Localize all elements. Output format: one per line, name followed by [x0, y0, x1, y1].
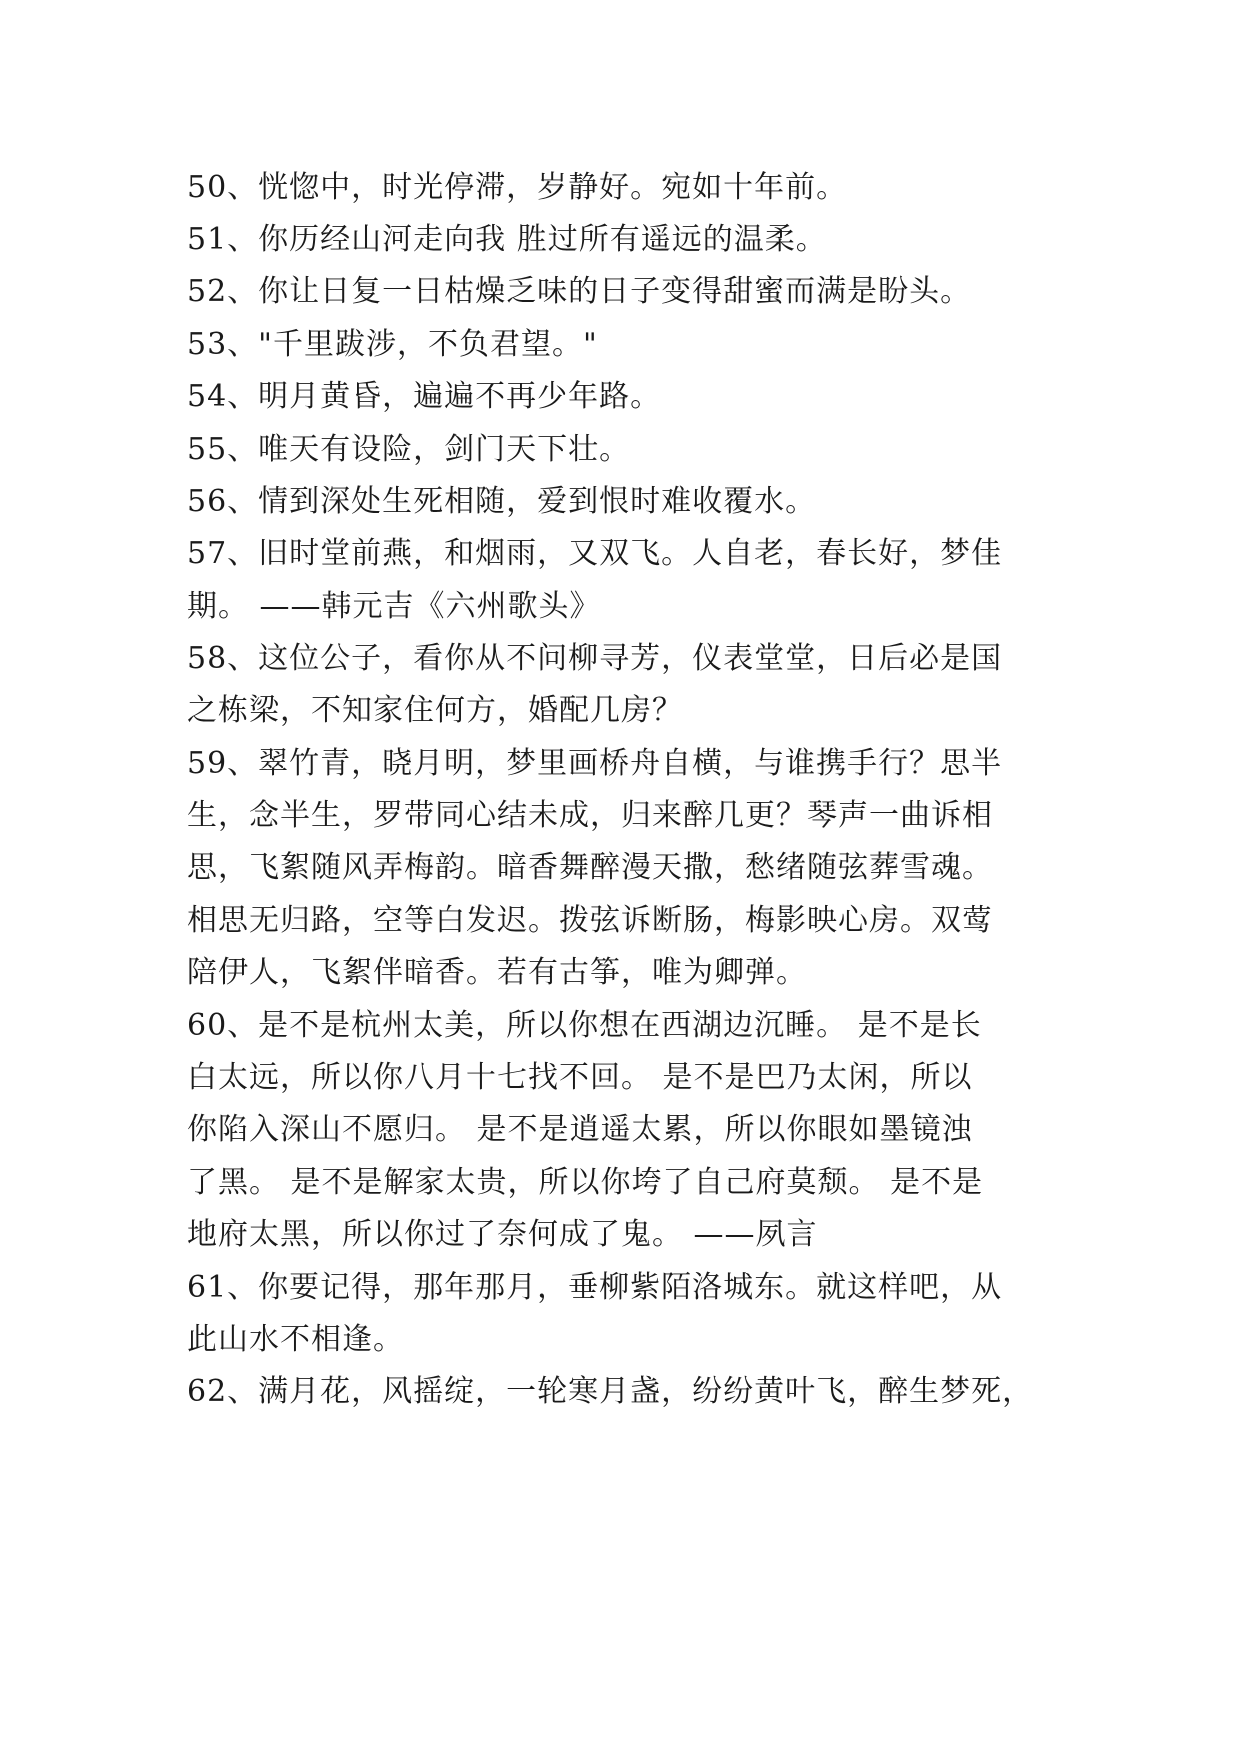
text-line: 你陷入深山不愿归。 是不是逍遥太累，所以你眼如墨镜浊 — [187, 1112, 973, 1147]
text-line: 56、情到深处生死相随，爱到恨时难收覆水。 — [187, 484, 817, 519]
text-line: 54、明月黄昏，遍遍不再少年路。 — [187, 379, 662, 414]
text-line: 55、唯天有设险，剑门天下壮。 — [187, 432, 631, 467]
text-line: 地府太黑，所以你过了奈何成了鬼。 ——夙言 — [187, 1217, 818, 1252]
text-line: 52、你让日复一日枯燥乏味的日子变得甜蜜而满是盼头。 — [187, 274, 972, 309]
text-line: 57、旧时堂前燕，和烟雨，又双飞。人自老，春长好，梦佳 — [187, 536, 1003, 571]
text-line: 60、是不是杭州太美，所以你想在西湖边沉睡。 是不是长 — [187, 1008, 982, 1043]
text-line: 白太远，所以你八月十七找不回。 是不是巴乃太闲，所以 — [187, 1060, 973, 1095]
text-line: 思，飞絮随风弄梅韵。暗香舞醉漫天撒，愁绪随弦葬雪魂。 — [187, 850, 993, 885]
text-line: 51、你历经山河走向我 胜过所有遥远的温柔。 — [187, 222, 827, 257]
text-line: 陪伊人，飞絮伴暗香。若有古筝，唯为卿弹。 — [187, 955, 807, 990]
text-line: 61、你要记得，那年那月，垂柳紫陌洛城东。就这样吧，从 — [187, 1270, 1003, 1305]
text-line: 相思无归路，空等白发迟。拨弦诉断肠，梅影映心房。双莺 — [187, 903, 993, 938]
text-line: 59、翠竹青，晓月明，梦里画桥舟自横，与谁携手行？思半 — [187, 746, 1003, 781]
text-line: 50、恍惚中，时光停滞，岁静好。宛如十年前。 — [187, 170, 848, 205]
text-line: 了黑。 是不是解家太贵，所以你垮了自己府莫颓。 是不是 — [187, 1165, 984, 1200]
text-line: 期。 ——韩元吉《六州歌头》 — [187, 589, 601, 624]
text-line: 生，念半生，罗带同心结未成，归来醉几更？琴声一曲诉相 — [187, 798, 993, 833]
text-line: 53、"千里跋涉，不负君望。" — [187, 327, 598, 362]
text-line: 此山水不相逢。 — [187, 1322, 404, 1357]
text-line: 之栋梁，不知家住何方，婚配几房？ — [187, 693, 683, 728]
text-line: 62、满月花，风摇绽，一轮寒月盏，纷纷黄叶飞，醉生梦死， — [187, 1374, 1034, 1409]
text-line: 58、这位公子，看你从不问柳寻芳，仪表堂堂，日后必是国 — [187, 641, 1003, 676]
